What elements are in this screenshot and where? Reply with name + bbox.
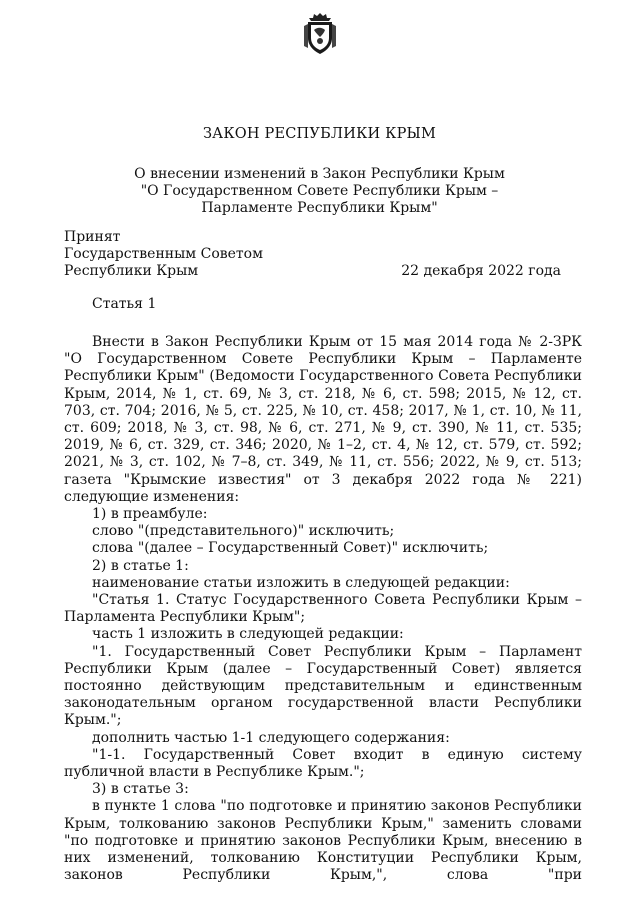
paragraph: "Статья 1. Статус Государственного Совета Республики Крым – Парламента Республики Крым";: [64, 592, 582, 626]
document-body: [64, 334, 582, 885]
paragraph: 1) в преамбуле:: [92, 506, 208, 523]
paragraph: наименование статьи изложить в следующей редакции:: [92, 574, 510, 591]
subtitle-line: Парламенте Республики Крым": [201, 200, 438, 216]
paragraph: 3) в статье 3:: [92, 781, 189, 798]
paragraph: "1-1. Государственный Совет входит в единую систему публичной власти в Республике Крым.";: [64, 746, 582, 781]
paragraph: Внести в Закон Республики Крым от 15 мая 2014 года № 2-ЗРК "О Государственном Совете Республики Крым – Парламенте Республики Крым" (Ведомости Государственного Совета Республики Крым, 2014, № 1, ст. 69, № 3, ст. 218, № 6, ст. 598; 2015, № 12, ст. 703, ст. 704; 2016, № 5, ст. 225, № 10, ст. 458; 2017, № 1, ст. 10, № 11, ст. 609; 2018, № 3, ст. 98, № 6, ст. 271, № 9, ст. 390, № 11, ст. 535; 2019, № 6, ст. 329, ст. 346; 2020, № 1–2, ст. 4, № 12, ст. 579, ст. 592; 2021, № 3, ст. 102, № 7–8, ст. 349, № 11, ст. 556; 2022, № 9, ст. 513; газета "Крымские известия" от 3 декабря 2022 года № 221) следующие изменения:: [64, 334, 582, 505]
paragraph: слова "(далее – Государственный Совет)" исключить;: [92, 540, 489, 557]
adopted-date: 22 декабря 2022 года: [401, 263, 561, 279]
paragraph: дополнить частью 1-1 следующего содержания:: [92, 729, 450, 746]
adopted-line: Государственным Советом: [64, 246, 263, 262]
paragraph: слово "(представительного)" исключить;: [92, 523, 395, 540]
paragraph: 2) в статье 1:: [92, 557, 189, 574]
document-subtitle: [0, 166, 639, 217]
paragraph: "1. Государственный Совет Республики Крым – Парламент Республики Крым (далее – Государственный Совет) является постоянно действующим представительным и единственным законодательным органом государственной власти Республики Крым.";: [64, 643, 582, 729]
paragraph: в пункте 1 слова "по подготовке и принятию законов Республики Крым, толкованию законов Республики Крым," заменить словами "по подготовке и принятию законов Республики Крым, внесению в них изменений, толкованию Конституции Республики Крым, законов Республики Крым,", слова "при: [64, 798, 582, 884]
crimea-coat-of-arms-icon: [302, 10, 338, 56]
article-heading: Статья 1: [92, 296, 157, 312]
adopted-line: Республики Крым: [64, 263, 199, 279]
document-title: ЗАКОН РЕСПУБЛИКИ КРЫМ: [202, 126, 437, 142]
subtitle-line: О внесении изменений в Закон Республики Крым: [134, 166, 505, 182]
adopted-line: Принят: [64, 229, 121, 245]
paragraph: часть 1 изложить в следующей редакции:: [92, 626, 404, 643]
subtitle-line: "О Государственном Совете Республики Крым –: [140, 183, 499, 199]
